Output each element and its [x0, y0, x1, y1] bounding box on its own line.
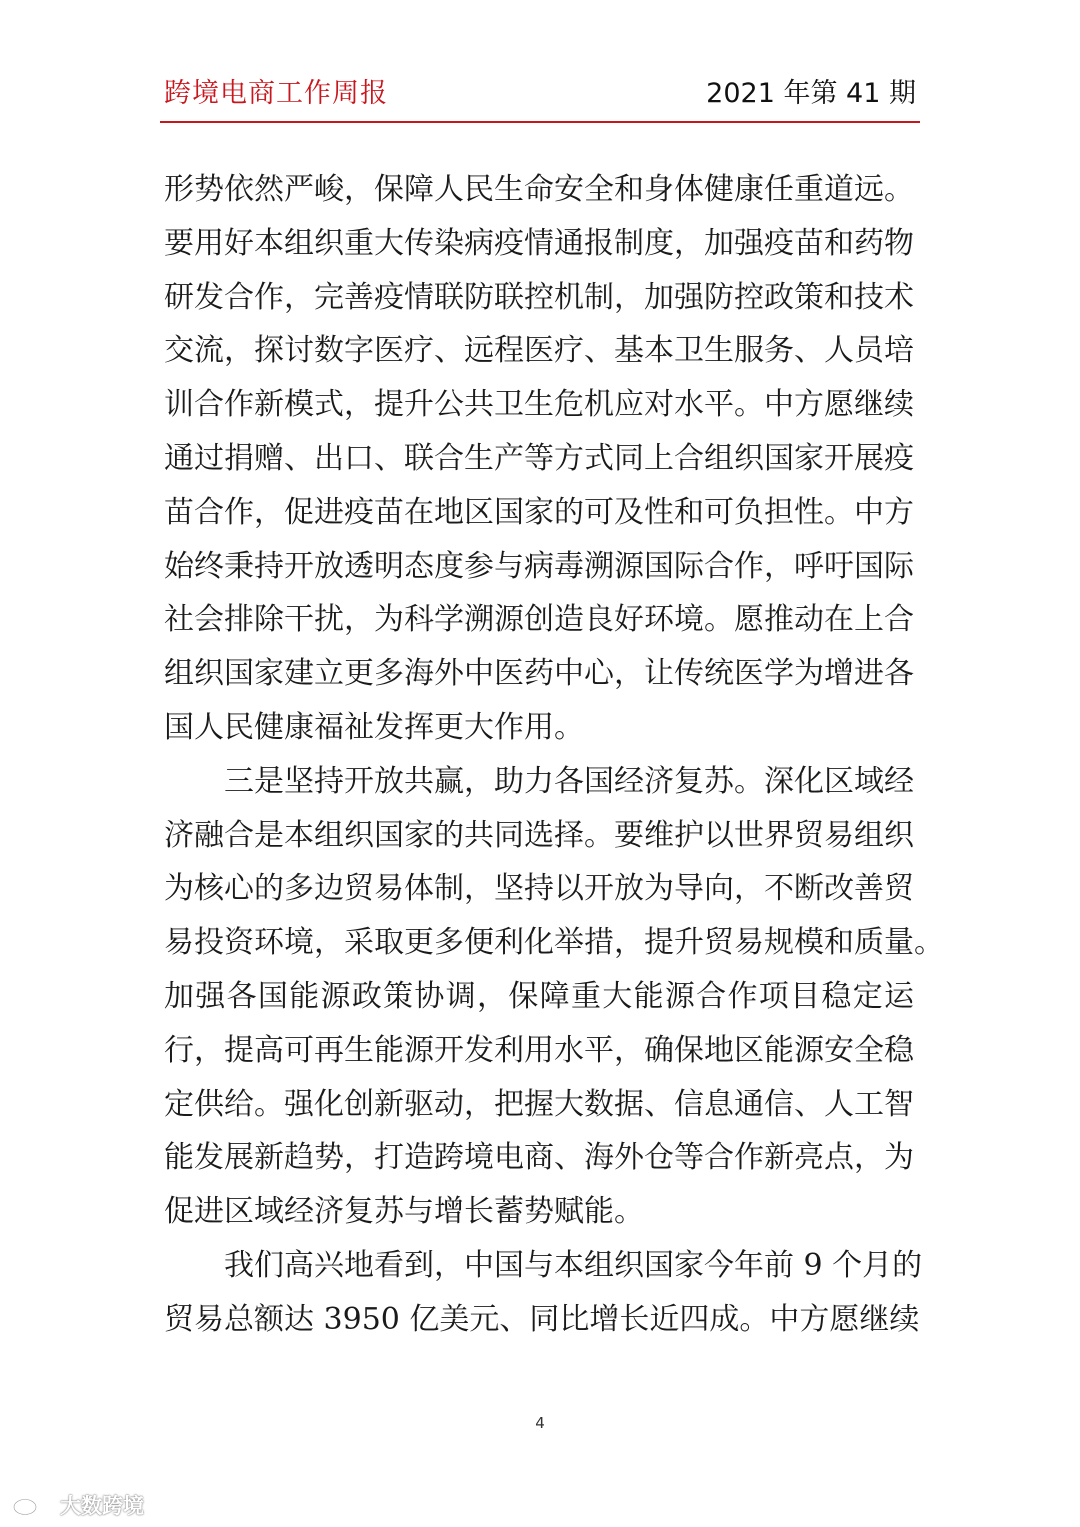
- text-line: 社会排除干扰，为科学溯源创造良好环境。愿推动在上合: [164, 602, 914, 638]
- text-line: 通过捐赠、出口、联合生产等方式同上合组织国家开展疫: [164, 440, 914, 476]
- publication-title: 跨境电商工作周报: [164, 78, 388, 109]
- weibo-logo-icon: [12, 1494, 52, 1516]
- text-line: 训合作新模式，提升公共卫生危机应对水平。中方愿继续: [164, 387, 914, 423]
- text-line: 国人民健康福祉发挥更大作用。: [164, 709, 584, 745]
- text-line: 始终秉持开放透明态度参与病毒溯源国际合作，呼吁国际: [164, 548, 914, 584]
- document-body: [164, 163, 944, 1347]
- header-divider: [160, 121, 920, 123]
- text-line: 定供给。强化创新驱动，把握大数据、信息通信、人工智: [164, 1086, 914, 1122]
- text-line: 易投资环境，采取更多便利化举措，提升贸易规模和质量。: [164, 925, 944, 961]
- text-line: 我们高兴地看到，中国与本组织国家今年前 9 个月的: [164, 1247, 923, 1283]
- watermark-text: 大数跨境: [60, 1494, 144, 1518]
- text-line: 苗合作，促进疫苗在地区国家的可及性和可负担性。中方: [164, 494, 914, 530]
- text-line: 交流，探讨数字医疗、远程医疗、基本卫生服务、人员培: [164, 333, 914, 369]
- text-line: 加强各国能源政策协调，保障重大能源合作项目稳定运: [164, 978, 914, 1014]
- text-line: 贸易总额达 3950 亿美元、同比增长近四成。中方愿继续: [164, 1301, 920, 1337]
- text-line: 为核心的多边贸易体制，坚持以开放为导向，不断改善贸: [164, 871, 914, 907]
- page-header: [164, 76, 916, 116]
- text-line: 形势依然严峻，保障人民生命安全和身体健康任重道远。: [164, 172, 914, 207]
- text-line: 促进区域经济复苏与增长蓄势赋能。: [164, 1194, 644, 1230]
- text-line: 行，提高可再生能源开发利用水平，确保地区能源安全稳: [164, 1032, 914, 1068]
- text-line: 济融合是本组织国家的共同选择。要维护以世界贸易组织: [164, 817, 914, 853]
- text-line: 要用好本组织重大传染病疫情通报制度，加强疫苗和药物: [164, 225, 914, 261]
- watermark: [12, 1490, 144, 1520]
- page-number: 4: [535, 1414, 545, 1432]
- text-line: 能发展新趋势，打造跨境电商、海外仓等合作新亮点，为: [164, 1140, 914, 1176]
- text-line: 组织国家建立更多海外中医药中心，让传统医学为增进各: [164, 656, 914, 692]
- text-line: 研发合作，完善疫情联防联控机制，加强防控政策和技术: [164, 279, 914, 315]
- issue-number: 2021 年第 41 期: [706, 78, 916, 109]
- text-line: 三是坚持开放共赢，助力各国经济复苏。深化区域经: [164, 763, 914, 799]
